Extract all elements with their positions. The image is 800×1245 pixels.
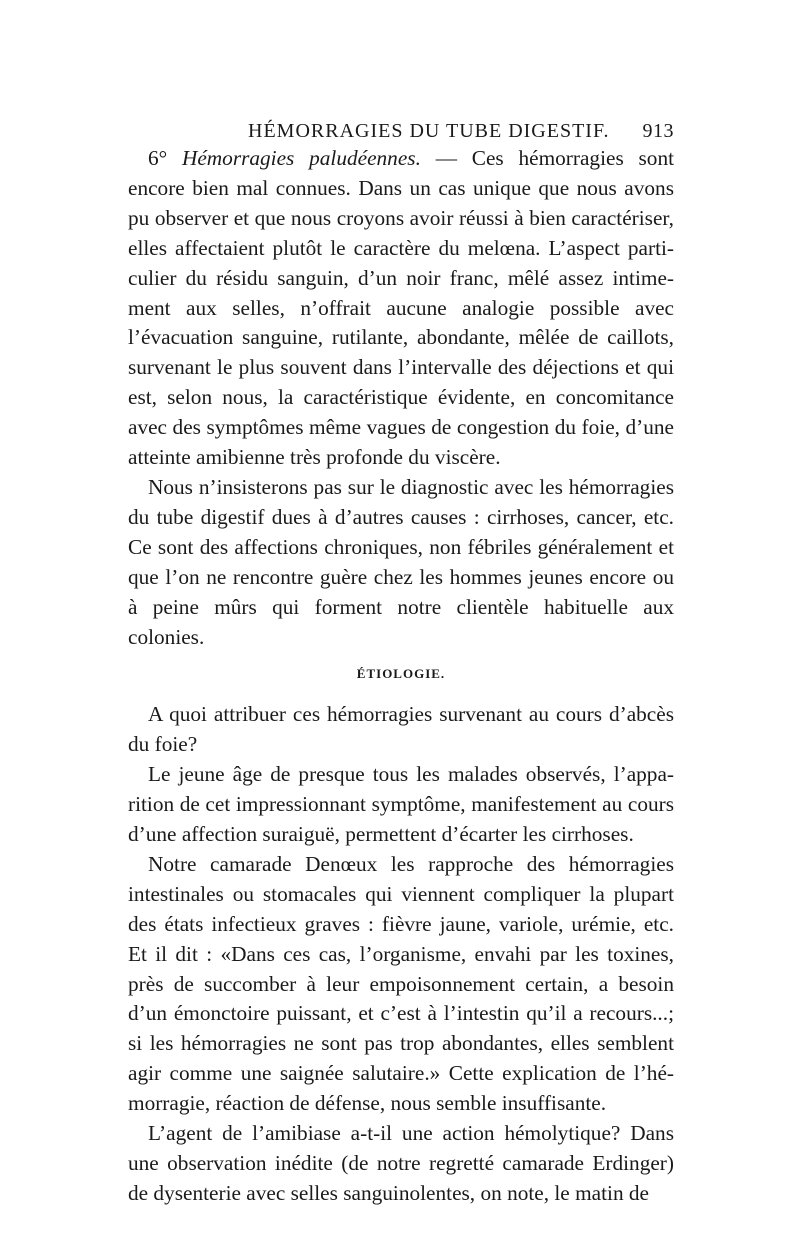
book-page: [128, 112, 674, 1209]
section-number: 6°: [148, 146, 168, 170]
paragraph-hemorragies-paludeennes: [128, 144, 674, 473]
running-title: HÉMORRAGIES DU TUBE DIGESTIF.: [248, 120, 610, 142]
section-text: Ces hémorragies sont encore bien mal connues. Dans un cas unique que nous avons pu observer et que nous croyons avoir réussi à bien caractériser, elles affectaient plutôt le caractère du melœna. L’aspect particulier du résidu sanguin, d’un noir franc, mêlé assez intimement aux selles, n’offrait aucune analogie possible avec l’évacuation sanguine, rutilante, abondante, mêlée de caillots, survenant le plus souvent dans l’intervalle des déjections et qui est, selon nous, la caractéristique évidente, en concomitance avec des symptômes même vagues de congestion du foie, d’une atteinte amibienne très profonde du viscère.: [128, 146, 675, 470]
running-head: [128, 112, 674, 144]
em-dash: —: [435, 146, 457, 170]
paragraph-etiologie-amibiase: L’agent de l’amibiase a-t-il une action hémolytique? Dans une observation inédite (de notre regretté camarade Erdinger) de dysenterie avec selles sanguinolentes, on note, le matin de: [128, 1121, 674, 1205]
page-number: 913: [642, 120, 674, 142]
section-title: Hémorragies paludéennes.: [181, 146, 421, 170]
paragraph-etiologie-age: Le jeune âge de presque tous les malades observés, l’apparition de cet impressionnant symptôme, manifestement au cours d’une affection suraiguë, permettent d’écarter les cirrhoses.: [128, 762, 674, 847]
paragraph-etiologie-question: A quoi attribuer ces hémorragies survenant au cours d’abcès du foie?: [128, 702, 674, 757]
paragraph-diagnostic: Nous n’insisterons pas sur le diagnostic avec les hémorragies du tube digestif dues à d’autres causes : cirrhoses, cancer, etc. Ce sont des affections chroniques, non fébriles généralement et que l’on ne rencontre guère chez les hommes jeunes encore ou à peine mûrs qui forment notre clientèle habituelle aux colonies.: [128, 474, 674, 649]
paragraph-etiologie-denoeux: Notre camarade Denœux les rapproche des hémorragies intestinales ou stomacales qui viennent compliquer la plupart des états infectieux graves : fièvre jaune, variole, urémie, etc. Et il dit : «Dans ces cas, l’organisme, envahi par les toxines, près de succomber à leur empoisonnement certain, a besoin d’un émonctoire puissant, et c’est à l’intestin qu’il a recours...; si les hémorragies ne sont pas trop abondantes, elles semblent agir comme une saignée salutaire.» Cette explication de l’hémorragie, réaction de défense, nous semble insuffisante.: [128, 851, 674, 1116]
section-heading-etiologie: ÉTIOLOGIE.: [356, 666, 446, 682]
